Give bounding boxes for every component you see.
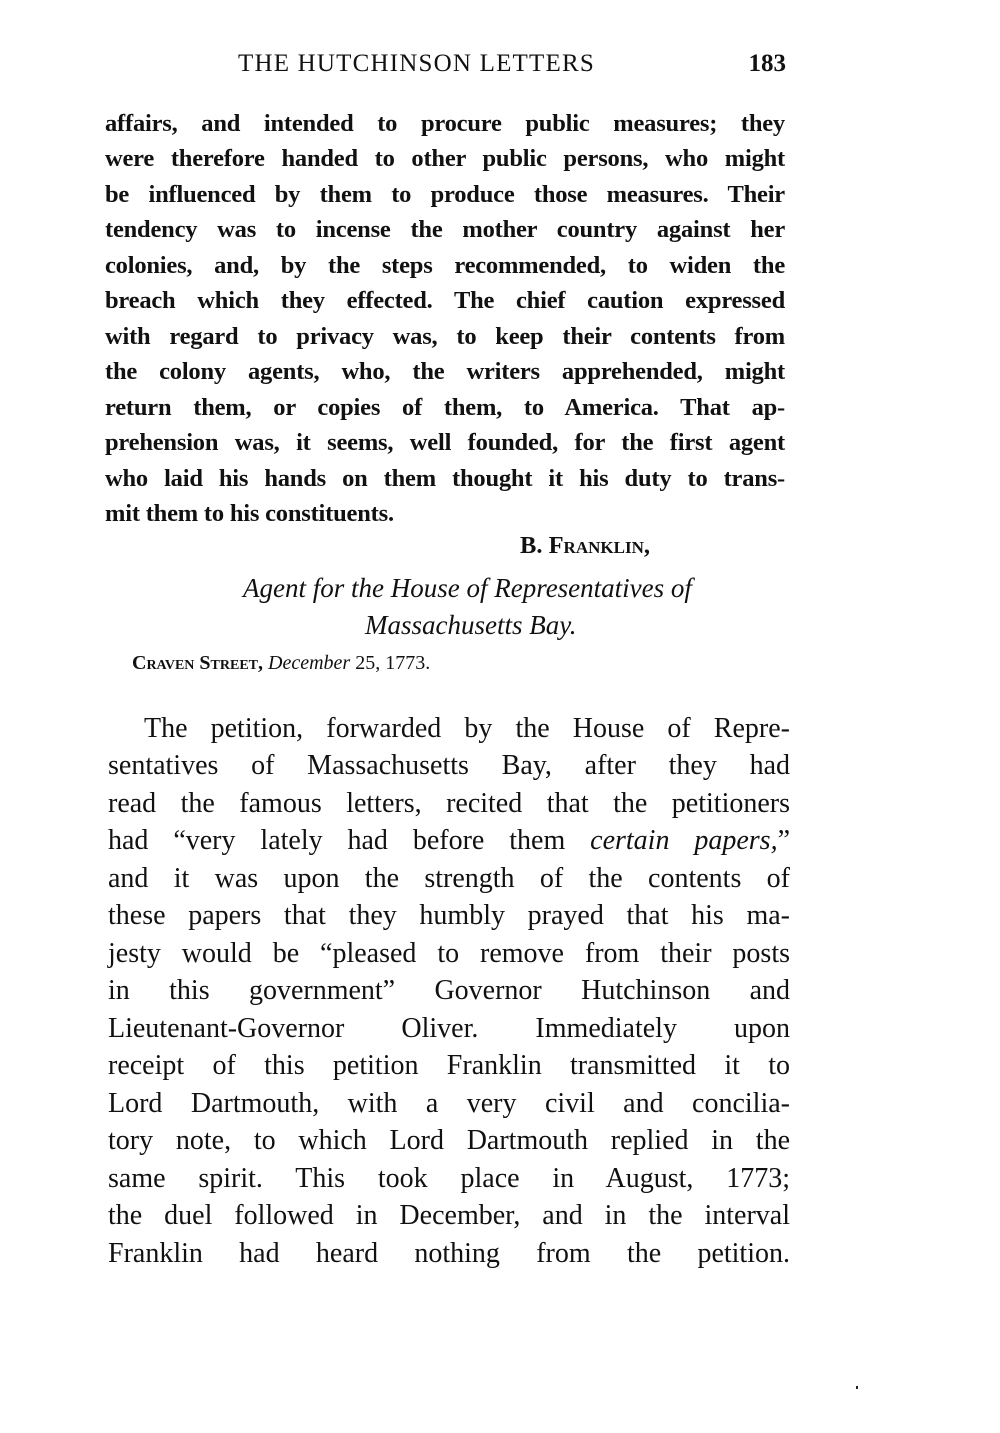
text-line: Franklin had heard nothing from the petition. <box>108 1238 790 1269</box>
text-line: the duel followed in December, and in the interval <box>108 1200 790 1231</box>
text-segment: had “very lately had before them <box>108 825 591 856</box>
text-line: the colony agents, who, the writers apprehended, might <box>105 358 785 385</box>
dateline-day-year: 25, 1773. <box>355 652 431 674</box>
text-line: jesty would be “pleased to remove from their posts <box>108 938 790 969</box>
text-line: breach which they effected. The chief caution expressed <box>105 287 785 314</box>
text-line: who laid his hands on them thought it his duty to trans- <box>105 465 785 492</box>
text-line: return them, or copies of them, to America. That ap- <box>105 394 785 421</box>
dateline-place: Craven Street, <box>132 652 264 674</box>
text-line: mit them to his constituents. <box>105 500 394 527</box>
text-line: were therefore handed to other public persons, who might <box>105 145 785 172</box>
text-line: prehension was, it seems, well founded, for the first agent <box>105 429 785 456</box>
italic-phrase: certain papers, <box>590 825 778 856</box>
text-line: be influenced by them to produce those measures. Their <box>105 181 785 208</box>
text-line <box>108 825 790 857</box>
text-line: The petition, forwarded by the House of Repre- <box>144 713 790 744</box>
text-line: receipt of this petition Franklin transmitted it to <box>108 1050 790 1081</box>
text-line: tendency was to incense the mother country against her <box>105 216 785 243</box>
text-line: tory note, to which Lord Dartmouth replied in the <box>108 1125 790 1156</box>
text-line: affairs, and intended to procure public measures; they <box>105 110 785 137</box>
text-line: and it was upon the strength of the contents of <box>108 863 790 894</box>
signature-surname: Franklin, <box>548 532 650 559</box>
scan-speck <box>856 1386 858 1389</box>
text-line: with regard to privacy was, to keep their contents from <box>105 323 785 350</box>
dateline-month: December <box>268 652 351 674</box>
text-segment: ” <box>777 825 791 856</box>
text-line: Lord Dartmouth, with a very civil and concilia- <box>108 1088 790 1119</box>
signature-title-line-2: Massachusetts Bay. <box>365 610 577 640</box>
running-title: THE HUTCHINSON LETTERS <box>238 50 595 77</box>
text-line: Lieutenant-Governor Oliver. Immediately upon <box>108 1013 790 1044</box>
dateline <box>132 652 430 675</box>
text-line: these papers that they humbly prayed that his ma- <box>108 900 790 931</box>
text-line: read the famous letters, recited that the petitioners <box>108 788 790 819</box>
signature-title-line-1: Agent for the House of Representatives of <box>243 573 692 603</box>
text-line: in this government” Governor Hutchinson and <box>108 975 790 1006</box>
text-line: sentatives of Massachusetts Bay, after they had <box>108 750 790 781</box>
page-number: 183 <box>748 50 786 77</box>
running-head <box>238 50 786 86</box>
signature-name <box>520 532 650 560</box>
text-line: same spirit. This took place in August, 1773; <box>108 1163 790 1194</box>
text-line: colonies, and, by the steps recommended, to widen the <box>105 252 785 279</box>
signature-initial: B. <box>520 532 543 559</box>
